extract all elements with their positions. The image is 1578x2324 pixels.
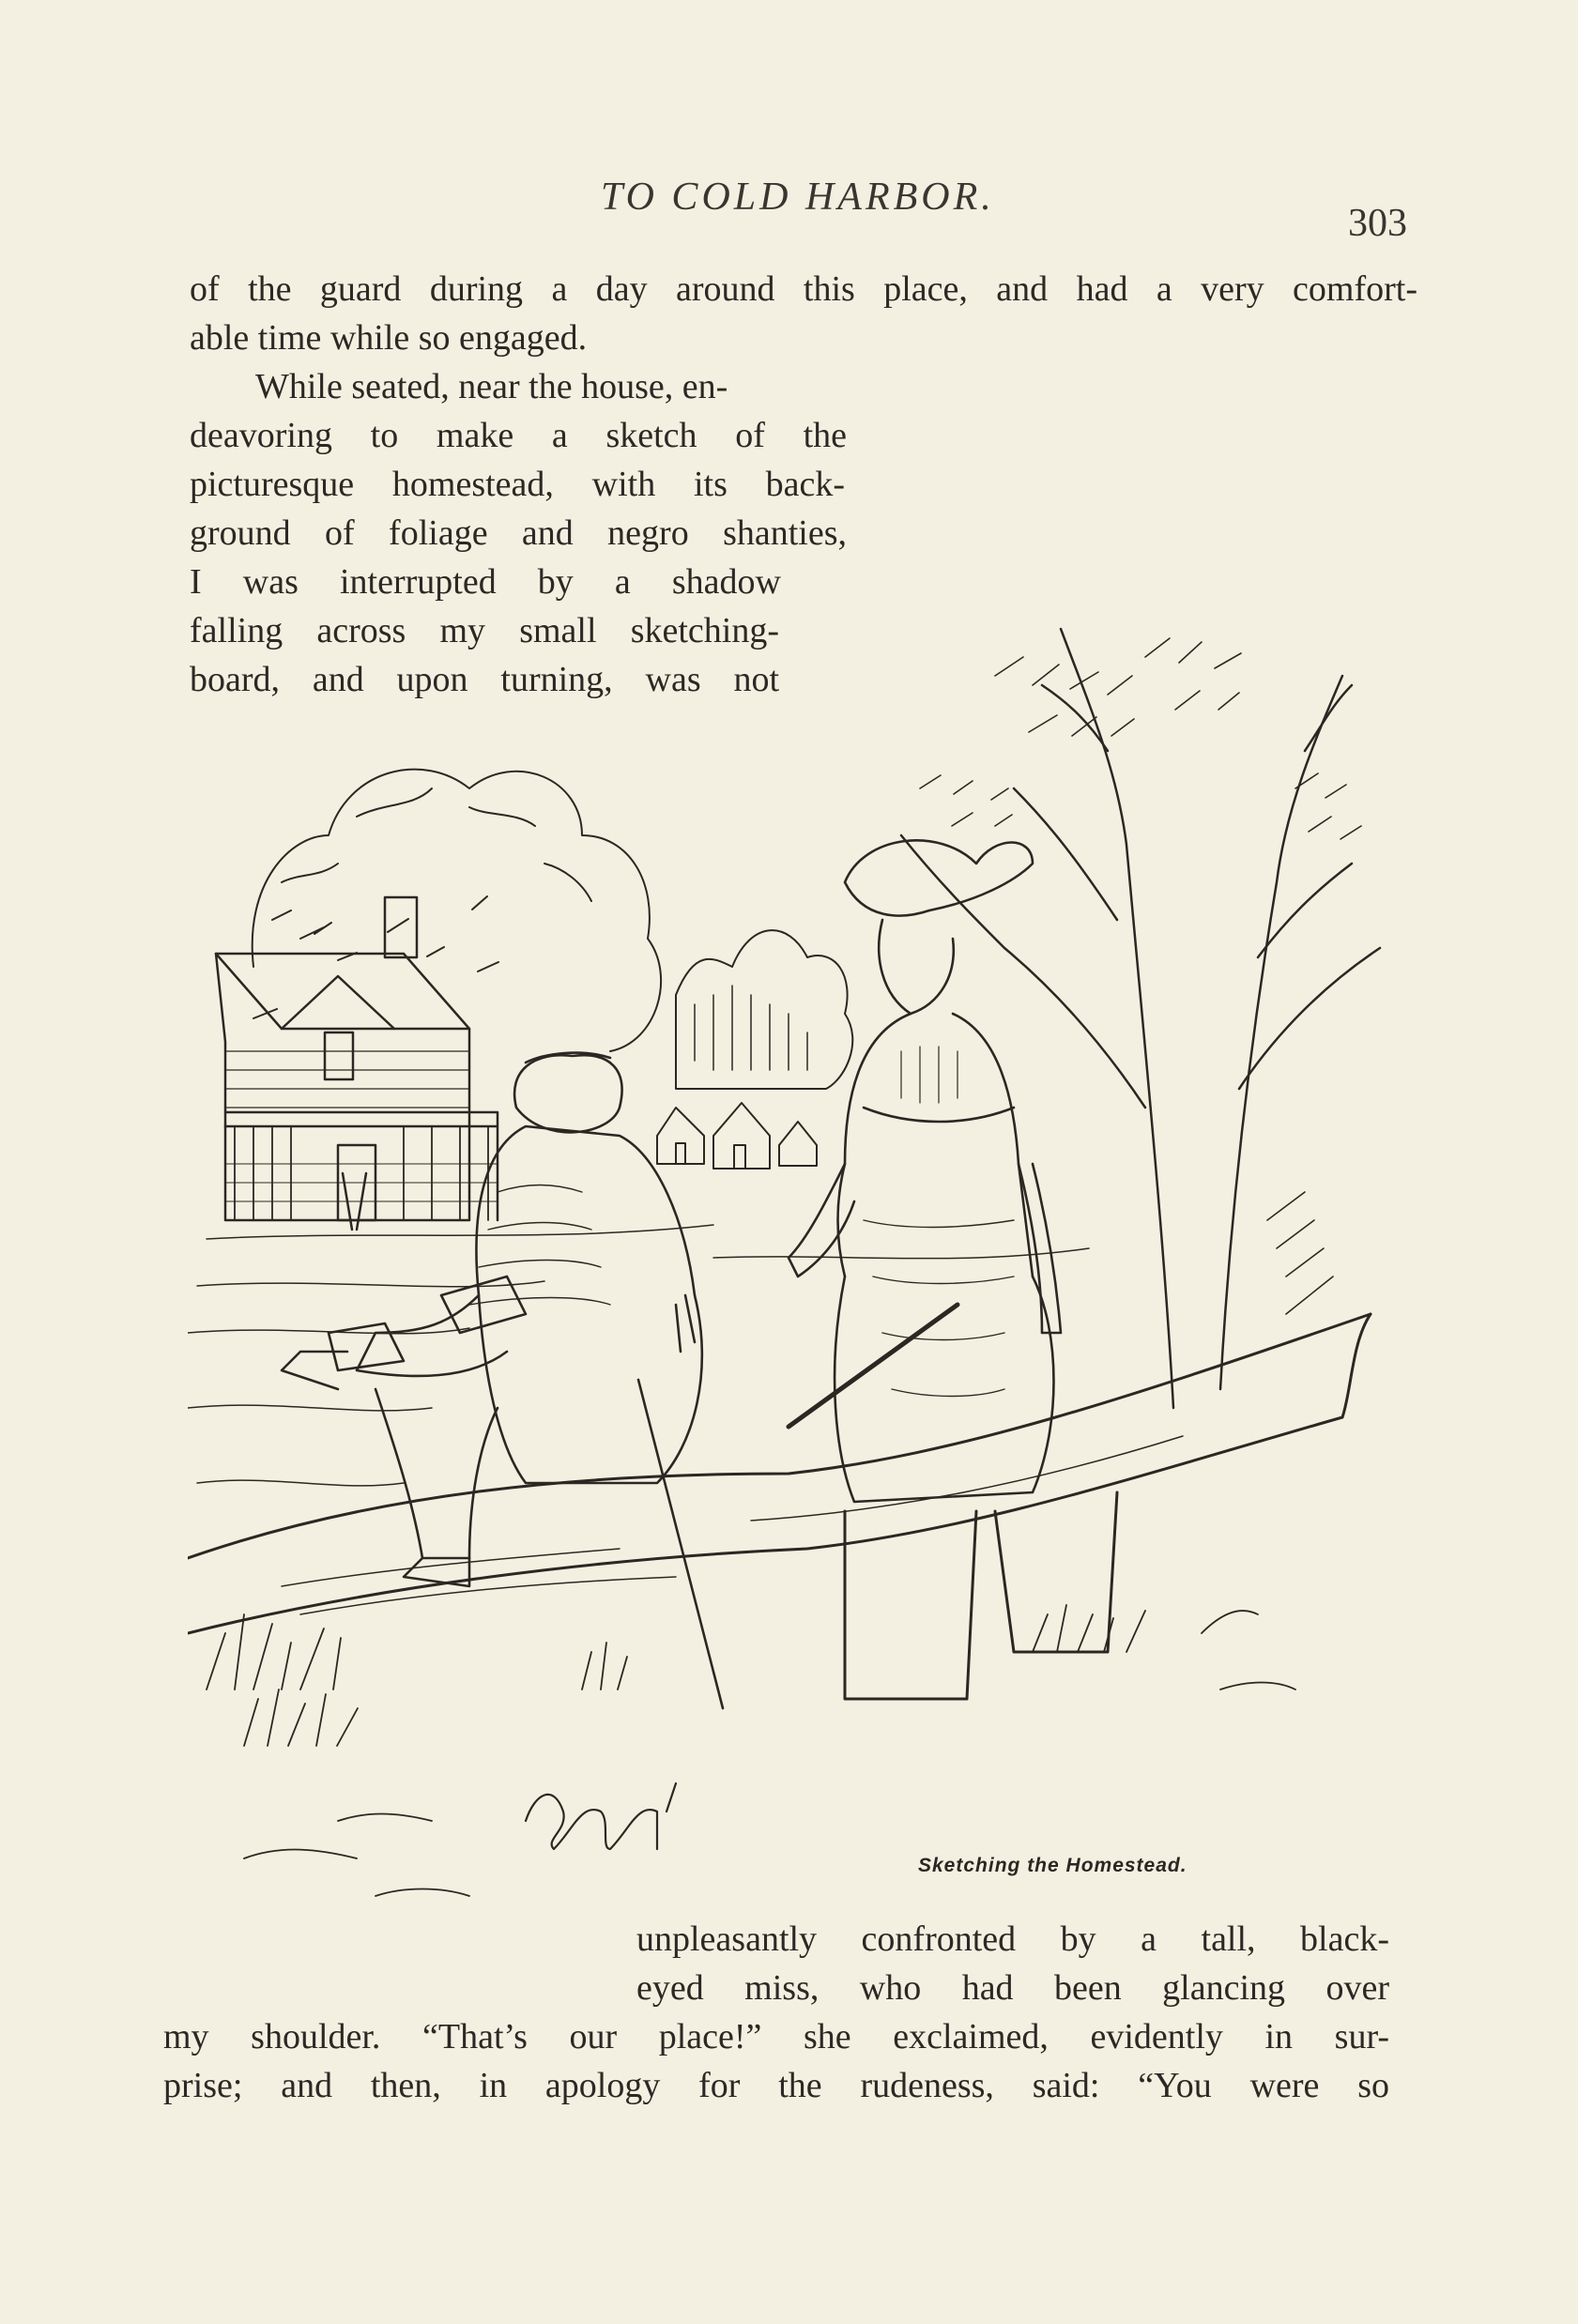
text-line: my shoulder. “That’s our place!” she exclaimed, evidently in sur- <box>163 2017 1389 2056</box>
illustration-caption: Sketching the Homestead. <box>918 1855 1187 1876</box>
text-line: prise; and then, in apology for the rudeness, said: “You were so <box>163 2066 1389 2105</box>
background-trees <box>253 770 853 1089</box>
text-line: picturesque homestead, with its back- <box>190 465 845 504</box>
birch-trees <box>901 629 1380 1408</box>
text-line: deavoring to make a sketch of the <box>190 416 847 455</box>
sword-scabbard <box>789 1305 958 1427</box>
page-number: 303 <box>1348 202 1407 245</box>
text-line: While seated, near the house, en- <box>255 367 728 406</box>
text-line: eyed miss, who had been glancing over <box>636 1968 1389 2008</box>
farmhouse <box>216 897 498 1230</box>
text-line: able time while so engaged. <box>190 318 588 358</box>
text-line: ground of foliage and negro shanties, <box>190 513 847 553</box>
text-line: unpleasantly confronted by a tall, black- <box>636 1919 1389 1959</box>
illustration-sketching-homestead <box>188 394 1389 1990</box>
text-line: I was interrupted by a shadow <box>190 562 781 602</box>
foreground-weeds <box>207 1605 1295 1896</box>
ground <box>188 1225 1089 1486</box>
artist-signature <box>526 1783 676 1849</box>
text-line: board, and upon turning, was not <box>190 660 779 699</box>
running-head: TO COLD HARBOR. <box>601 176 995 219</box>
text-line: falling across my small sketching- <box>190 611 779 650</box>
standing-woman-figure <box>789 840 1061 1502</box>
negro-shanties <box>657 1103 817 1169</box>
text-line: of the guard during a day around this place, and had a very comfort- <box>190 269 1417 309</box>
foliage-scribbles <box>920 638 1361 1314</box>
